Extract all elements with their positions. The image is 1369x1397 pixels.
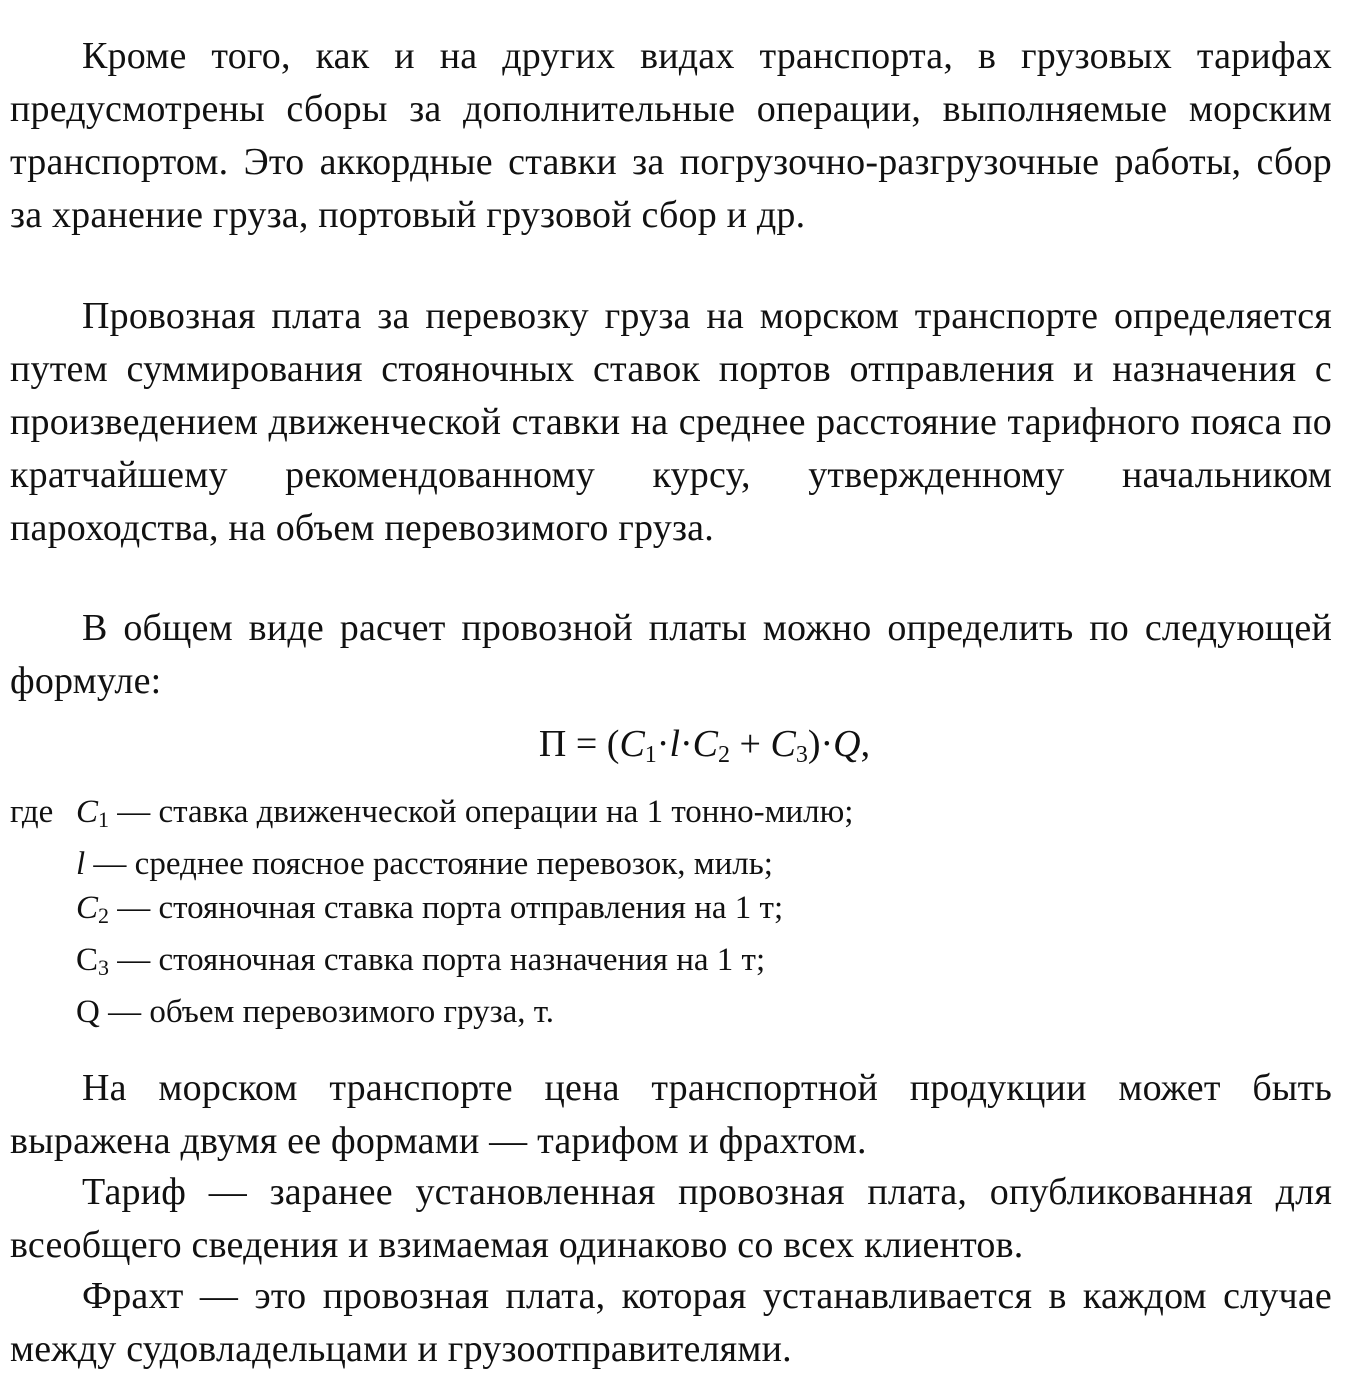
definition-row: [10, 842, 853, 886]
definition-text: — стояночная ставка порта назначения на 1 т;: [109, 942, 766, 978]
definition-text: — стояночная ставка порта отправления на 1 т;: [109, 890, 784, 926]
formula-lhs: П: [538, 723, 567, 765]
paragraph-text: Провозная плата за перевозку груза на морском транспорте определяется путем суммирования стояночных ставок портов отправления и назначения с произведением движенческой ставки на среднее расстояние тарифного пояса по кратчайшему рекомендованному курсу, утвержденному начальником пароходства, на объем перевозимого груза.: [10, 295, 1332, 549]
definition-symbol: C: [76, 890, 99, 926]
paragraph-text: Фрахт — это провозная плата, которая устанавливается в каждом случае между судовладельцами и грузоотправителями.: [10, 1275, 1332, 1370]
formula-c3: C: [770, 723, 796, 765]
formula-c3-sub: 3: [795, 742, 808, 768]
definition-symbol-sub: 2: [98, 903, 110, 928]
definition-symbol: С: [76, 942, 99, 978]
definition-symbol: l: [76, 846, 86, 882]
formula-l: l: [669, 723, 681, 765]
paragraph-text: В общем виде расчет провозной платы можно определить по следующей формуле:: [10, 607, 1332, 702]
definition-row: [10, 938, 853, 990]
paragraph-freight: [10, 1270, 1332, 1376]
paragraph-additional-fees: [10, 30, 1332, 242]
definition-symbol-sub: 1: [98, 807, 110, 832]
definition-row: [10, 790, 853, 842]
definition-symbol: Q: [76, 994, 100, 1030]
definition-row: [10, 886, 853, 938]
definition-text: — ставка движенческой операции на 1 тонно-милю;: [109, 794, 854, 830]
definition-text: — среднее поясное расстояние перевозок, миль;: [85, 846, 773, 882]
freight-formula: $П = (C_1\cdot l\cdot C_2 + C_3)\cdot Q$,: [538, 723, 871, 768]
definition-symbol: C: [76, 794, 99, 830]
paragraph-price-forms: [10, 1062, 1332, 1168]
formula-c1-sub: 1: [644, 742, 657, 768]
definition-text: — объем перевозимого груза, т.: [99, 994, 554, 1030]
paragraph-tariff: [10, 1166, 1332, 1272]
paragraph-formula-intro: [10, 602, 1332, 708]
formula-c2: C: [692, 723, 719, 765]
formula-c1: C: [619, 723, 645, 765]
definition-where: где: [10, 794, 54, 830]
formula-q: Q: [833, 723, 861, 765]
definition-symbol-sub: 3: [98, 955, 110, 980]
formula-c2-sub: 2: [718, 742, 731, 768]
definition-row: [10, 990, 853, 1034]
formula-end: ,: [860, 723, 871, 765]
paragraph-freight-charge: [10, 290, 1332, 555]
paragraph-text: Тариф — заранее установленная провозная плата, опубликованная для всеобщего сведения и взимаемая одинаково со всех клиентов.: [10, 1171, 1332, 1266]
paragraph-text: На морском транспорте цена транспортной продукции может быть выражена двумя ее формами — тарифом и фрахтом.: [10, 1067, 1332, 1162]
formula-definitions: [10, 790, 853, 1034]
formula-equals: =: [575, 723, 598, 765]
paragraph-text: Кроме того, как и на других видах транспорта, в грузовых тарифах предусмотрены сборы за дополнительные операции, выполняемые морским транспортом. Это аккордные ставки за погрузочно-разгрузочные работы, сбор за хранение груза, портовый грузовой сбор и др.: [10, 35, 1332, 236]
